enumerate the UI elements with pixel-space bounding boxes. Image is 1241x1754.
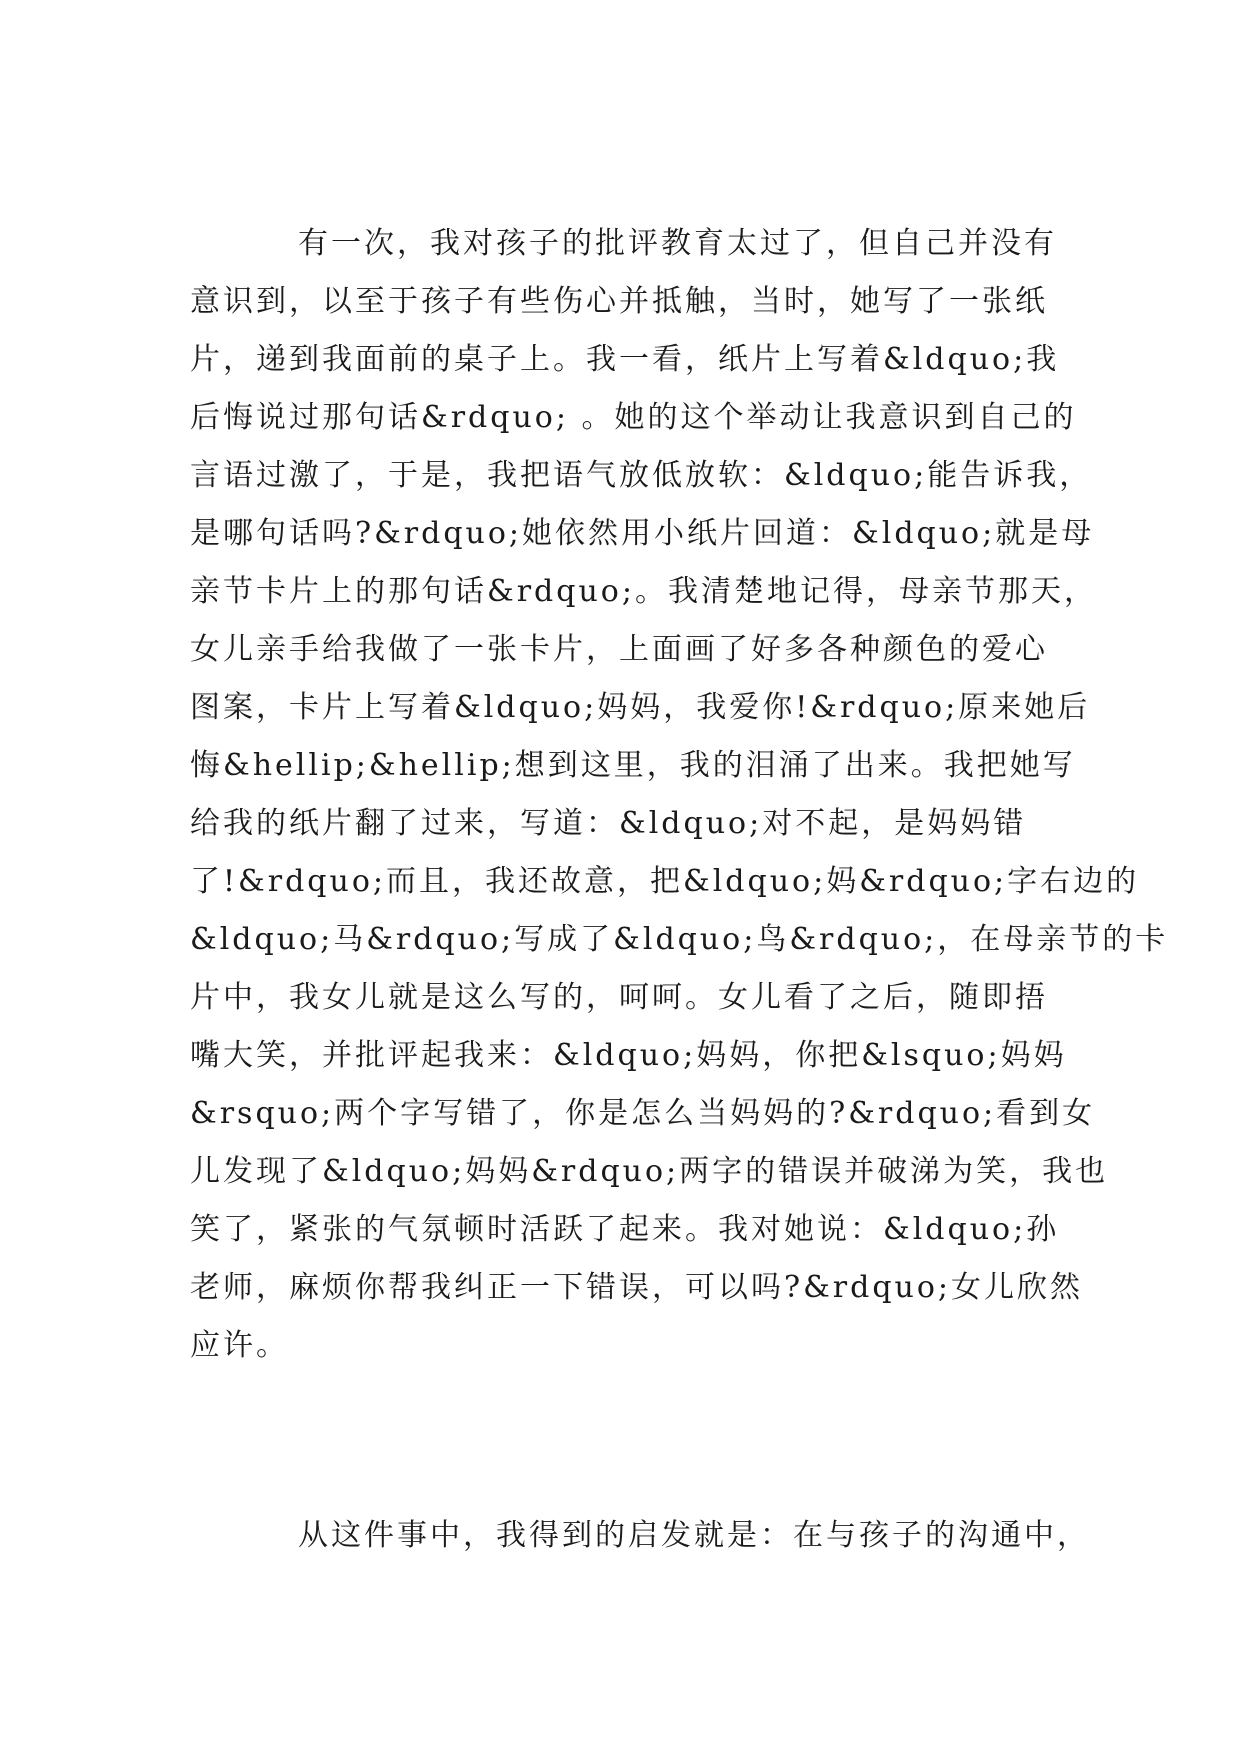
text-line: 悔&hellip;&hellip;想到这里，我的泪涌了出来。我把她写: [190, 748, 1076, 783]
text-line: &ldquo;马&rdquo;写成了&ldquo;鸟&rdquo;，在母亲节的卡: [190, 922, 1169, 957]
text-line: 亲节卡片上的那句话&rdquo;。我清楚地记得，母亲节那天，: [190, 574, 1097, 609]
text-line: 言语过激了，于是，我把语气放低放软：&ldquo;能告诉我，: [190, 458, 1093, 493]
text-line: 片，递到我面前的桌子上。我一看，纸片上写着&ldquo;我: [190, 342, 1060, 377]
text-line: 片中，我女儿就是这么写的，呵呵。女儿看了之后，随即捂: [190, 980, 1048, 1015]
text-line: 应许。: [190, 1328, 289, 1363]
text-line: 女儿亲手给我做了一张卡片，上面画了好多各种颜色的爱心: [190, 632, 1048, 667]
text-line: 了!&rdquo;而且，我还故意，把&ldquo;妈&rdquo;字右边的: [190, 864, 1140, 899]
text-line: 图案，卡片上写着&ldquo;妈妈，我爱你!&rdquo;原来她后: [190, 690, 1091, 725]
text-line: 儿发现了&ldquo;妈妈&rdquo;两字的错误并破涕为笑，我也: [190, 1154, 1109, 1189]
text-line: 意识到，以至于孩子有些伤心并抵触，当时，她写了一张纸: [190, 284, 1048, 319]
text-line: 后悔说过那句话&rdquo; 。她的这个举动让我意识到自己的: [190, 400, 1077, 435]
text-line: 嘴大笑，并批评起我来：&ldquo;妈妈，你把&lsquo;妈妈: [190, 1038, 1067, 1073]
paragraph-2: [190, 1507, 1090, 1565]
text-line: 笑了，紧张的气氛顿时活跃了起来。我对她说：&ldquo;孙: [190, 1212, 1060, 1247]
paragraph-1: [190, 215, 1169, 1375]
text-line: 有一次，我对孩子的批评教育太过了，但自己并没有: [298, 226, 1057, 261]
text-line: 是哪句话吗?&rdquo;她依然用小纸片回道：&ldquo;就是母: [190, 516, 1095, 551]
text-line: 给我的纸片翻了过来，写道：&ldquo;对不起，是妈妈错: [190, 806, 1027, 841]
text-line: 老师，麻烦你帮我纠正一下错误，可以吗?&rdquo;女儿欣然: [190, 1270, 1084, 1305]
text-line: &rsquo;两个字写错了，你是怎么当妈妈的?&rdquo;看到女: [190, 1096, 1096, 1131]
text-line: 从这件事中，我得到的启发就是：在与孩子的沟通中，: [298, 1518, 1090, 1553]
